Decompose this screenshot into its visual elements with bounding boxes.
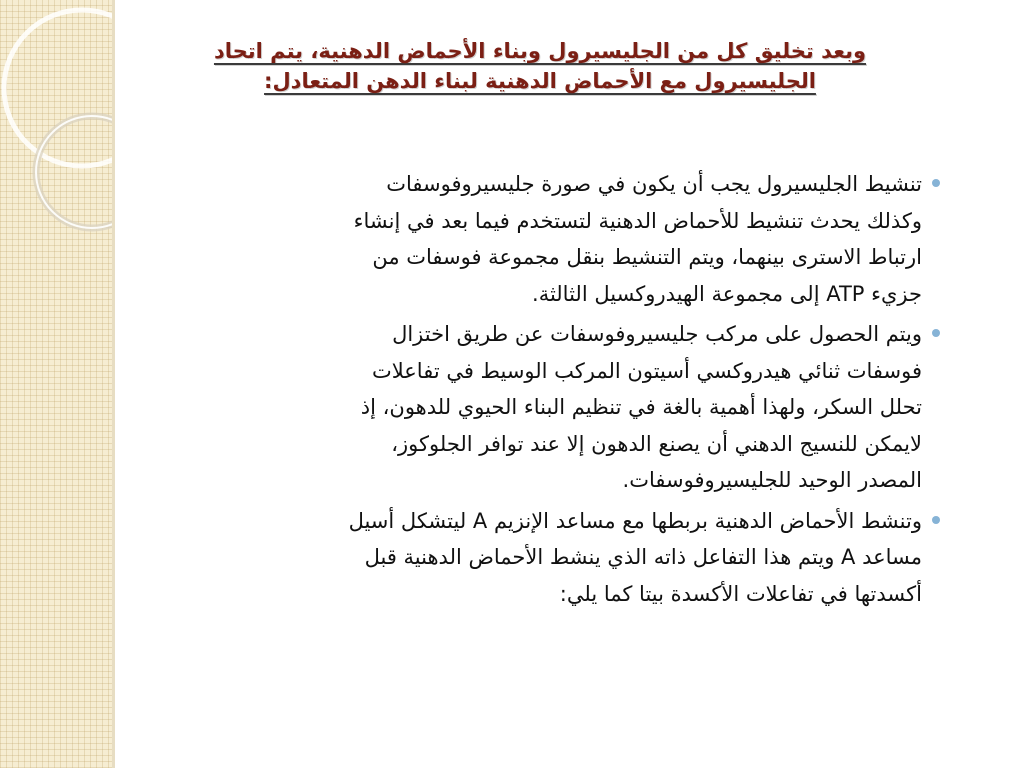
bullet-dot-icon — [932, 516, 940, 524]
bullet-text-line: جزيء ATP إلى مجموعة الهيدروكسيل الثالثة. — [532, 281, 922, 306]
slide-title — [150, 36, 930, 96]
bullet-text-line: لايمكن للنسيج الدهني أن يصنع الدهون إلا عند توافر الجلوكوز، — [391, 431, 922, 456]
slide-content — [140, 166, 940, 616]
title-line-2: الجليسيرول مع الأحماض الدهنية لبناء الدهن المتعادل: — [264, 69, 816, 93]
bullet-text-line: وكذلك يحدث تنشيط للأحماض الدهنية لتستخدم فيما بعد في إنشاء — [353, 208, 922, 233]
bullet-text-line: ويتم الحصول على مركب جليسيروفوسفات عن طريق اختزال — [392, 322, 922, 346]
bullet-text-line: ارتباط الاسترى بينهما، ويتم التنشيط بنقل مجموعة فوسفات من — [372, 245, 922, 269]
bullet-text-line: مساعد A ويتم هذا التفاعل ذاته الذي ينشط الأحماض الدهنية قبل — [364, 545, 922, 569]
bullet-text-line: تحلل السكر، ولهذا أهمية بالغة في تنظيم البناء الحيوي للدهون، إذ — [360, 395, 922, 419]
bullet-text-line: وتنشط الأحماض الدهنية بربطها مع مساعد الإنزيم A ليتشكل أسيل — [348, 508, 922, 533]
decorative-circles — [0, 0, 112, 768]
bullet-text-line: المصدر الوحيد للجليسيروفوسفات. — [622, 468, 922, 492]
bullet-item-2 — [140, 316, 940, 499]
bullet-text-line: تنشيط الجليسيرول يجب أن يكون في صورة جليسيروفوسفات — [386, 172, 922, 196]
bullet-text-line: أكسدتها في تفاعلات الأكسدة بيتا كما يلي: — [559, 581, 922, 606]
bullet-text-line: فوسفات ثنائي هيدروكسي أسيتون المركب الوسيط في تفاعلات — [371, 358, 922, 383]
bullet-item-3 — [140, 503, 940, 613]
side-panel-edge — [112, 0, 115, 768]
decorative-side-panel — [0, 0, 112, 768]
bullet-item-1 — [140, 166, 940, 312]
bullet-dot-icon — [932, 179, 940, 187]
bullet-dot-icon — [932, 329, 940, 337]
title-line-1: وبعد تخليق كل من الجليسيرول وبناء الأحماض الدهنية، يتم اتحاد — [213, 39, 867, 63]
